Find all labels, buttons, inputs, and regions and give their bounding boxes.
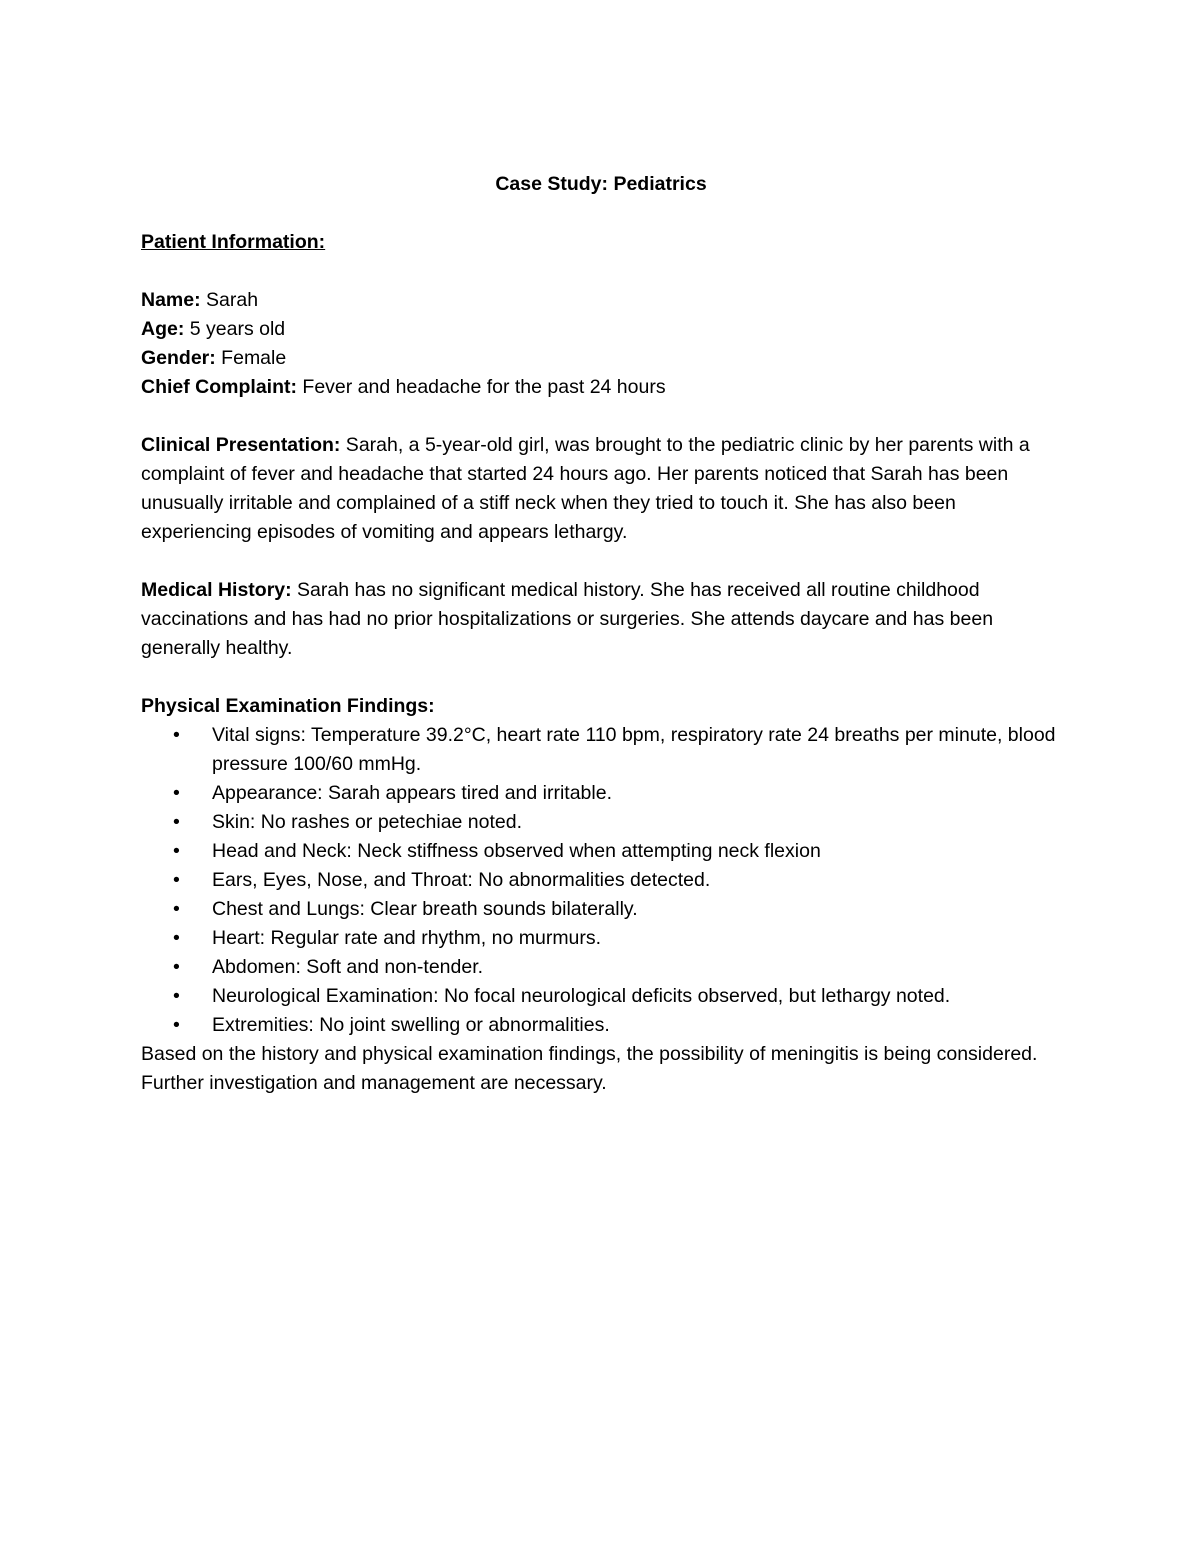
field-label: Name:: [141, 289, 201, 311]
bullet-icon: •: [173, 927, 180, 949]
list-item: [141, 866, 1061, 895]
medical-history-text: Sarah has no significant medical history. She has received all routine childhood vaccinations and has had no prior hospitalizations or surgeries. She attends daycare and has been generally healthy.: [141, 579, 994, 659]
field-name: [141, 286, 1061, 315]
field-chief-complaint: [141, 373, 1061, 402]
field-age: [141, 315, 1061, 344]
spacer: [141, 402, 1061, 431]
bullet-icon: •: [173, 840, 180, 862]
patient-info-heading: Patient Information:: [141, 231, 326, 253]
spacer: [141, 257, 1061, 286]
spacer: [141, 547, 1061, 576]
list-item: [141, 953, 1061, 982]
list-item-text: Head and Neck: Neck stiffness observed when attempting neck flexion: [212, 840, 821, 862]
clinical-presentation-label: Clinical Presentation:: [141, 434, 341, 456]
document-title: Case Study: Pediatrics: [495, 173, 707, 195]
list-item: [141, 982, 1061, 1011]
field-value: Fever and headache for the past 24 hours: [297, 376, 666, 398]
bullet-icon: •: [173, 1014, 180, 1036]
list-item-text: Neurological Examination: No focal neurological deficits observed, but lethargy noted.: [212, 985, 951, 1007]
bullet-icon: •: [173, 782, 180, 804]
physical-exam-heading: Physical Examination Findings:: [141, 695, 435, 717]
list-item-text: Skin: No rashes or petechiae noted.: [212, 811, 523, 833]
field-label: Gender:: [141, 347, 216, 369]
physical-exam-list: [141, 721, 1061, 1040]
list-item-text: Abdomen: Soft and non-tender.: [212, 956, 484, 978]
clinical-presentation-text: Sarah, a 5-year-old girl, was brought to the pediatric clinic by her parents with a complaint of fever and headache that started 24 hours ago. Her parents noticed that Sarah has been unusually irritable and complained of a stiff neck when they tried to touch it. She has also been experiencing episodes of vomiting and appears lethargy.: [141, 434, 1030, 543]
bullet-icon: •: [173, 811, 180, 833]
field-gender: [141, 344, 1061, 373]
medical-history-paragraph: [141, 576, 1061, 663]
list-item-text: Chest and Lungs: Clear breath sounds bilaterally.: [212, 898, 638, 920]
list-item: [141, 895, 1061, 924]
document-body: [141, 170, 1061, 1098]
field-label: Age:: [141, 318, 185, 340]
list-item-text: Appearance: Sarah appears tired and irritable.: [212, 782, 612, 804]
bullet-icon: •: [173, 869, 180, 891]
conclusion-paragraph: Based on the history and physical examination findings, the possibility of meningitis is being considered. Further investigation and management are necessary.: [141, 1043, 1038, 1094]
list-item: [141, 808, 1061, 837]
bullet-icon: •: [173, 724, 180, 746]
list-item: [141, 924, 1061, 953]
spacer: [141, 199, 1061, 228]
list-item: [141, 1011, 1061, 1040]
field-value: Female: [215, 347, 287, 369]
field-value: 5 years old: [184, 318, 286, 340]
bullet-icon: •: [173, 956, 180, 978]
clinical-presentation-paragraph: [141, 431, 1061, 547]
list-item-text: Ears, Eyes, Nose, and Throat: No abnormalities detected.: [212, 869, 711, 891]
bullet-icon: •: [173, 985, 180, 1007]
list-item-text: Heart: Regular rate and rhythm, no murmurs.: [212, 927, 602, 949]
field-label: Chief Complaint:: [141, 376, 297, 398]
list-item-text: Vital signs: Temperature 39.2°C, heart rate 110 bpm, respiratory rate 24 breaths per minute, blood pressure 100/60 mmHg.: [212, 724, 1056, 775]
bullet-icon: •: [173, 898, 180, 920]
list-item: [141, 779, 1061, 808]
medical-history-label: Medical History:: [141, 579, 292, 601]
field-value: Sarah: [200, 289, 259, 311]
list-item-text: Extremities: No joint swelling or abnormalities.: [212, 1014, 610, 1036]
list-item: [141, 837, 1061, 866]
list-item: [141, 721, 1061, 779]
spacer: [141, 663, 1061, 692]
